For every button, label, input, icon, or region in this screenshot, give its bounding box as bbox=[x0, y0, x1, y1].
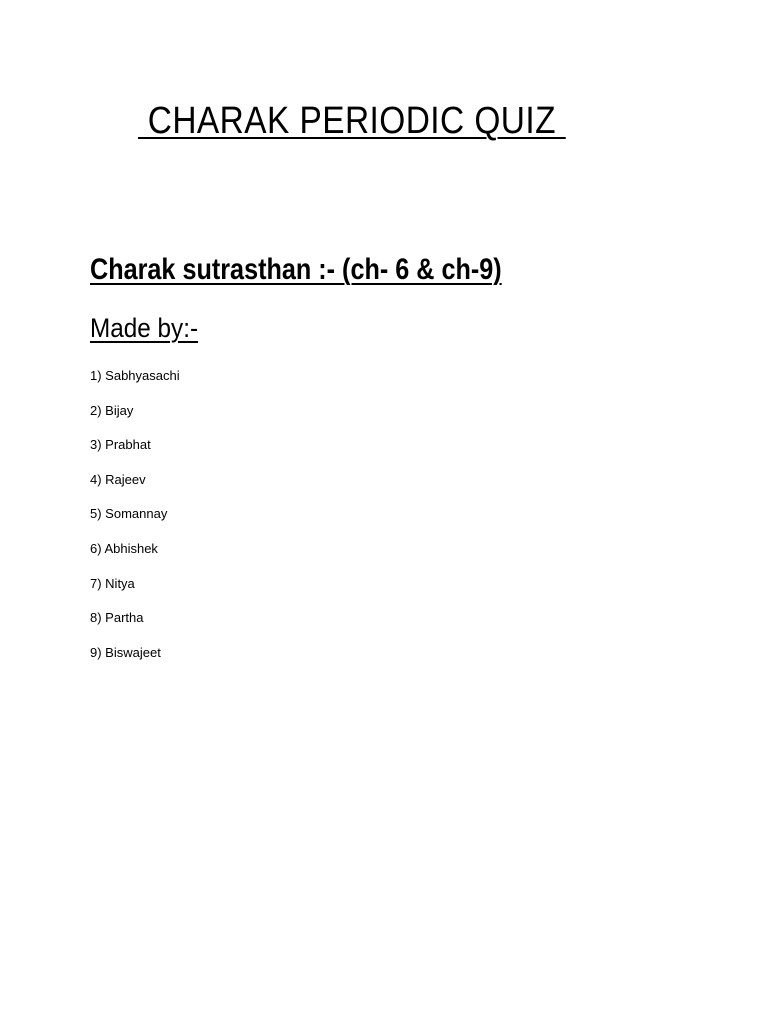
list-item: 9) Biswajeet bbox=[90, 644, 161, 660]
list-item: 4) Rajeev bbox=[90, 471, 146, 487]
made-by-heading: Made by:- bbox=[90, 313, 199, 343]
list-item: 6) Abhishek bbox=[90, 540, 158, 556]
list-item: 5) Somannay bbox=[90, 506, 168, 522]
list-item: 3) Prabhat bbox=[90, 437, 151, 453]
list-item: 1) Sabhyasachi bbox=[90, 368, 180, 383]
member-list bbox=[90, 368, 180, 679]
list-item: 2) Bijay bbox=[90, 402, 134, 418]
list-item: 8) Partha bbox=[90, 610, 144, 626]
page-title: CHARAK PERIODIC QUIZ bbox=[138, 100, 566, 142]
section-subtitle: Charak sutrasthan :- (ch- 6 & ch-9) bbox=[90, 253, 502, 286]
list-item: 7) Nitya bbox=[90, 575, 135, 591]
